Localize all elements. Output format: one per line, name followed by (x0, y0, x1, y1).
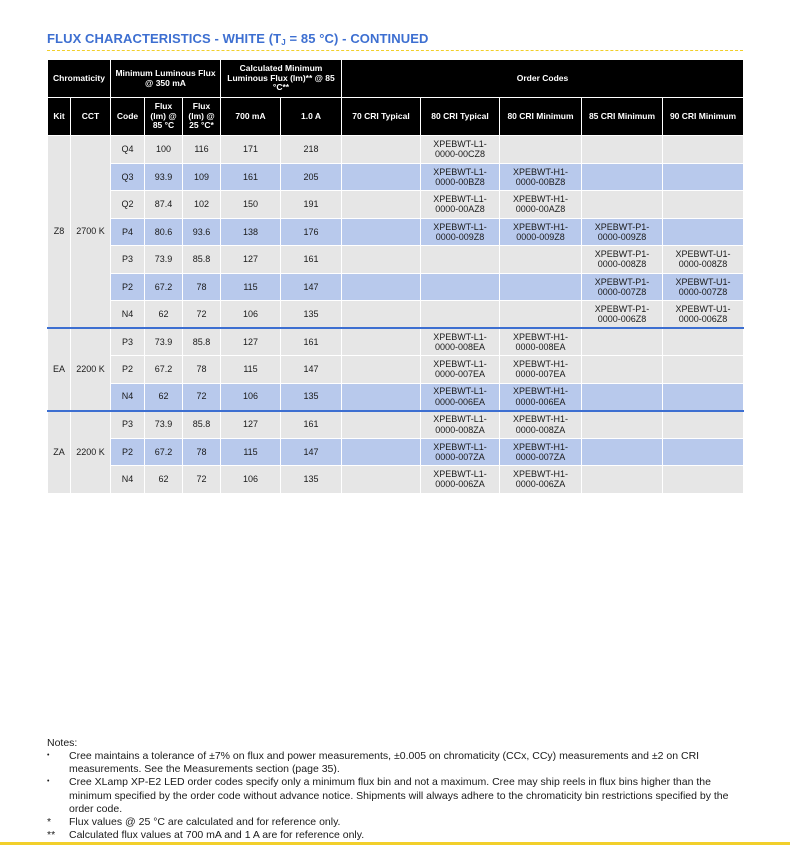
flux1a-cell: 135 (281, 301, 342, 329)
order-code-80cri-typ (421, 301, 500, 329)
order-code-90cri-min: XPEBWT-U1-0000-006Z8 (663, 301, 744, 329)
order-code-90cri-min (663, 191, 744, 219)
flux85-cell: 87.4 (145, 191, 183, 219)
note-item (47, 776, 747, 815)
order-code-90cri-min (663, 356, 744, 384)
order-code-90cri-min (663, 411, 744, 439)
order-code-85cri-min (582, 328, 663, 356)
header-70cri-typical: 70 CRI Typical (342, 98, 421, 136)
code-cell: Q2 (111, 191, 145, 219)
notes-title: Notes: (47, 737, 78, 749)
flux85-cell: 80.6 (145, 218, 183, 246)
table-row (48, 163, 744, 191)
table-row (48, 466, 744, 494)
order-code-80cri-typ: XPEBWT-L1-0000-00CZ8 (421, 136, 500, 164)
order-code-85cri-min: XPEBWT-P1-0000-008Z8 (582, 246, 663, 274)
header-kit: Kit (48, 98, 71, 136)
flux85-cell: 62 (145, 301, 183, 329)
header-code: Code (111, 98, 145, 136)
flux1a-cell: 147 (281, 438, 342, 466)
flux1a-cell: 205 (281, 163, 342, 191)
flux85-cell: 100 (145, 136, 183, 164)
flux25-cell: 85.8 (183, 246, 221, 274)
flux25-cell: 78 (183, 438, 221, 466)
flux25-cell: 78 (183, 273, 221, 301)
flux85-cell: 62 (145, 383, 183, 411)
code-cell: P2 (111, 438, 145, 466)
note-double-asterisk: ** (47, 828, 56, 841)
code-cell: Q3 (111, 163, 145, 191)
flux25-cell: 93.6 (183, 218, 221, 246)
order-code-80cri-typ (421, 273, 500, 301)
header-90cri-minimum: 90 CRI Minimum (663, 98, 744, 136)
note-text: Calculated flux values at 700 mA and 1 A are for reference only. (69, 828, 365, 841)
flux700ma-cell: 106 (221, 301, 281, 329)
flux700ma-cell: 150 (221, 191, 281, 219)
code-cell: P3 (111, 328, 145, 356)
order-code-70cri (342, 218, 421, 246)
order-code-90cri-min (663, 136, 744, 164)
kit-cell: ZA (48, 411, 71, 494)
flux1a-cell: 218 (281, 136, 342, 164)
order-code-85cri-min (582, 466, 663, 494)
flux-table (47, 59, 744, 494)
header-80cri-minimum: 80 CRI Minimum (500, 98, 582, 136)
order-code-85cri-min (582, 136, 663, 164)
flux1a-cell: 176 (281, 218, 342, 246)
cct-cell: 2200 K (71, 328, 111, 411)
order-code-90cri-min: XPEBWT-U1-0000-007Z8 (663, 273, 744, 301)
flux85-cell: 73.9 (145, 411, 183, 439)
order-code-90cri-min (663, 163, 744, 191)
order-code-85cri-min (582, 163, 663, 191)
flux25-cell: 85.8 (183, 328, 221, 356)
order-code-85cri-min (582, 383, 663, 411)
flux700ma-cell: 106 (221, 466, 281, 494)
table-row (48, 356, 744, 384)
header-calc-flux: Calculated Minimum Luminous Flux (lm)** @ 85 °C** (221, 60, 342, 98)
order-code-70cri (342, 191, 421, 219)
note-item (47, 750, 747, 776)
order-code-70cri (342, 246, 421, 274)
flux700ma-cell: 138 (221, 218, 281, 246)
flux1a-cell: 147 (281, 273, 342, 301)
flux25-cell: 72 (183, 383, 221, 411)
order-code-70cri (342, 301, 421, 329)
code-cell: P4 (111, 218, 145, 246)
order-code-85cri-min (582, 411, 663, 439)
order-code-80cri-min (500, 136, 582, 164)
flux700ma-cell: 161 (221, 163, 281, 191)
note-bullet: • (47, 752, 50, 760)
order-code-80cri-min (500, 273, 582, 301)
order-code-80cri-min: XPEBWT-H1-0000-009Z8 (500, 218, 582, 246)
flux25-cell: 72 (183, 466, 221, 494)
order-code-80cri-typ: XPEBWT-L1-0000-008ZA (421, 411, 500, 439)
header-85cri-minimum: 85 CRI Minimum (582, 98, 663, 136)
header-chromaticity: Chromaticity (48, 60, 111, 98)
order-code-85cri-min (582, 438, 663, 466)
flux25-cell: 109 (183, 163, 221, 191)
note-bullet: • (47, 778, 50, 786)
table-row (48, 246, 744, 274)
kit-cell: EA (48, 328, 71, 411)
code-cell: P3 (111, 411, 145, 439)
flux25-cell: 85.8 (183, 411, 221, 439)
table-row (48, 218, 744, 246)
flux1a-cell: 191 (281, 191, 342, 219)
order-code-80cri-min: XPEBWT-H1-0000-00AZ8 (500, 191, 582, 219)
flux700ma-cell: 127 (221, 328, 281, 356)
cct-cell: 2700 K (71, 136, 111, 329)
order-code-90cri-min (663, 438, 744, 466)
flux700ma-cell: 115 (221, 438, 281, 466)
header-flux-85: Flux (lm) @ 85 °C (145, 98, 183, 136)
order-code-80cri-typ: XPEBWT-L1-0000-007ZA (421, 438, 500, 466)
order-code-85cri-min: XPEBWT-P1-0000-007Z8 (582, 273, 663, 301)
section-heading: FLUX CHARACTERISTICS - WHITE ($T_J = 85$ °C) - CONTINUED (47, 31, 429, 47)
header-80cri-typical: 80 CRI Typical (421, 98, 500, 136)
order-code-80cri-min: XPEBWT-H1-0000-007EA (500, 356, 582, 384)
flux700ma-cell: 115 (221, 356, 281, 384)
flux85-cell: 93.9 (145, 163, 183, 191)
kit-cell: Z8 (48, 136, 71, 329)
order-code-85cri-min (582, 191, 663, 219)
order-code-85cri-min (582, 356, 663, 384)
order-code-80cri-typ: XPEBWT-L1-0000-008EA (421, 328, 500, 356)
order-code-80cri-min: XPEBWT-H1-0000-008ZA (500, 411, 582, 439)
note-text: Cree maintains a tolerance of ±7% on flux and power measurements, ±0.005 on chromaticity (CCx, CCy) measurements and ±2 on CRI measurements. See the Measurements section (page 35). (69, 750, 700, 776)
order-code-90cri-min (663, 328, 744, 356)
order-code-70cri (342, 411, 421, 439)
order-code-80cri-typ: XPEBWT-L1-0000-007EA (421, 356, 500, 384)
order-code-90cri-min: XPEBWT-U1-0000-008Z8 (663, 246, 744, 274)
code-cell: N4 (111, 466, 145, 494)
header-min-flux: Minimum Luminous Flux @ 350 mA (111, 60, 221, 98)
order-code-70cri (342, 136, 421, 164)
table-row (48, 328, 744, 356)
notes-section (47, 737, 747, 842)
table-row (48, 438, 744, 466)
flux1a-cell: 161 (281, 246, 342, 274)
flux1a-cell: 147 (281, 356, 342, 384)
code-cell: N4 (111, 301, 145, 329)
order-code-80cri-typ: XPEBWT-L1-0000-00BZ8 (421, 163, 500, 191)
note-asterisk: * (47, 815, 52, 828)
code-cell: P2 (111, 356, 145, 384)
table-row (48, 411, 744, 439)
flux85-cell: 67.2 (145, 438, 183, 466)
order-code-70cri (342, 163, 421, 191)
flux1a-cell: 161 (281, 328, 342, 356)
flux25-cell: 72 (183, 301, 221, 329)
order-code-80cri-typ: XPEBWT-L1-0000-009Z8 (421, 218, 500, 246)
note-text: Cree XLamp XP-E2 LED order codes specify only a minimum flux bin and not a maximum. Cree may ship reels in flux bins higher than the minimum specified by the order code without advance notice. Shipments will always adhere to the chromaticity bin restrictions specified by the order code. (69, 776, 729, 815)
flux700ma-cell: 171 (221, 136, 281, 164)
header-1a: 1.0 A (281, 98, 342, 136)
order-code-70cri (342, 383, 421, 411)
order-code-80cri-min: XPEBWT-H1-0000-006EA (500, 383, 582, 411)
order-code-90cri-min (663, 466, 744, 494)
flux1a-cell: 161 (281, 411, 342, 439)
heading-divider (47, 50, 743, 51)
flux700ma-cell: 115 (221, 273, 281, 301)
order-code-80cri-min: XPEBWT-H1-0000-006ZA (500, 466, 582, 494)
table-row (48, 301, 744, 329)
order-code-80cri-min: XPEBWT-H1-0000-007ZA (500, 438, 582, 466)
header-flux-25: Flux (lm) @ 25 °C* (183, 98, 221, 136)
flux25-cell: 102 (183, 191, 221, 219)
flux700ma-cell: 106 (221, 383, 281, 411)
header-order-codes: Order Codes (342, 60, 744, 98)
order-code-70cri (342, 273, 421, 301)
order-code-70cri (342, 328, 421, 356)
order-code-80cri-typ: XPEBWT-L1-0000-00AZ8 (421, 191, 500, 219)
cct-cell: 2200 K (71, 411, 111, 494)
order-code-80cri-typ (421, 246, 500, 274)
order-code-80cri-min (500, 246, 582, 274)
flux700ma-cell: 127 (221, 411, 281, 439)
code-cell: Q4 (111, 136, 145, 164)
flux85-cell: 67.2 (145, 273, 183, 301)
order-code-70cri (342, 438, 421, 466)
note-item (47, 829, 747, 842)
table-row (48, 191, 744, 219)
order-code-90cri-min (663, 383, 744, 411)
flux85-cell: 67.2 (145, 356, 183, 384)
header-cct: CCT (71, 98, 111, 136)
header-700ma: 700 mA (221, 98, 281, 136)
table-row (48, 273, 744, 301)
flux1a-cell: 135 (281, 466, 342, 494)
order-code-70cri (342, 356, 421, 384)
order-code-85cri-min: XPEBWT-P1-0000-009Z8 (582, 218, 663, 246)
note-text: Flux values @ 25 °C are calculated and for reference only. (69, 815, 341, 828)
order-code-80cri-typ: XPEBWT-L1-0000-006ZA (421, 466, 500, 494)
flux25-cell: 78 (183, 356, 221, 384)
table-row (48, 383, 744, 411)
order-code-80cri-min: XPEBWT-H1-0000-00BZ8 (500, 163, 582, 191)
table-row (48, 136, 744, 164)
order-code-90cri-min (663, 218, 744, 246)
order-code-80cri-typ: XPEBWT-L1-0000-006EA (421, 383, 500, 411)
order-code-80cri-min: XPEBWT-H1-0000-008EA (500, 328, 582, 356)
order-code-70cri (342, 466, 421, 494)
flux25-cell: 116 (183, 136, 221, 164)
order-code-80cri-min (500, 301, 582, 329)
flux85-cell: 73.9 (145, 246, 183, 274)
flux85-cell: 62 (145, 466, 183, 494)
flux85-cell: 73.9 (145, 328, 183, 356)
flux1a-cell: 135 (281, 383, 342, 411)
code-cell: N4 (111, 383, 145, 411)
code-cell: P3 (111, 246, 145, 274)
note-item (47, 816, 747, 829)
order-code-85cri-min: XPEBWT-P1-0000-006Z8 (582, 301, 663, 329)
flux700ma-cell: 127 (221, 246, 281, 274)
code-cell: P2 (111, 273, 145, 301)
